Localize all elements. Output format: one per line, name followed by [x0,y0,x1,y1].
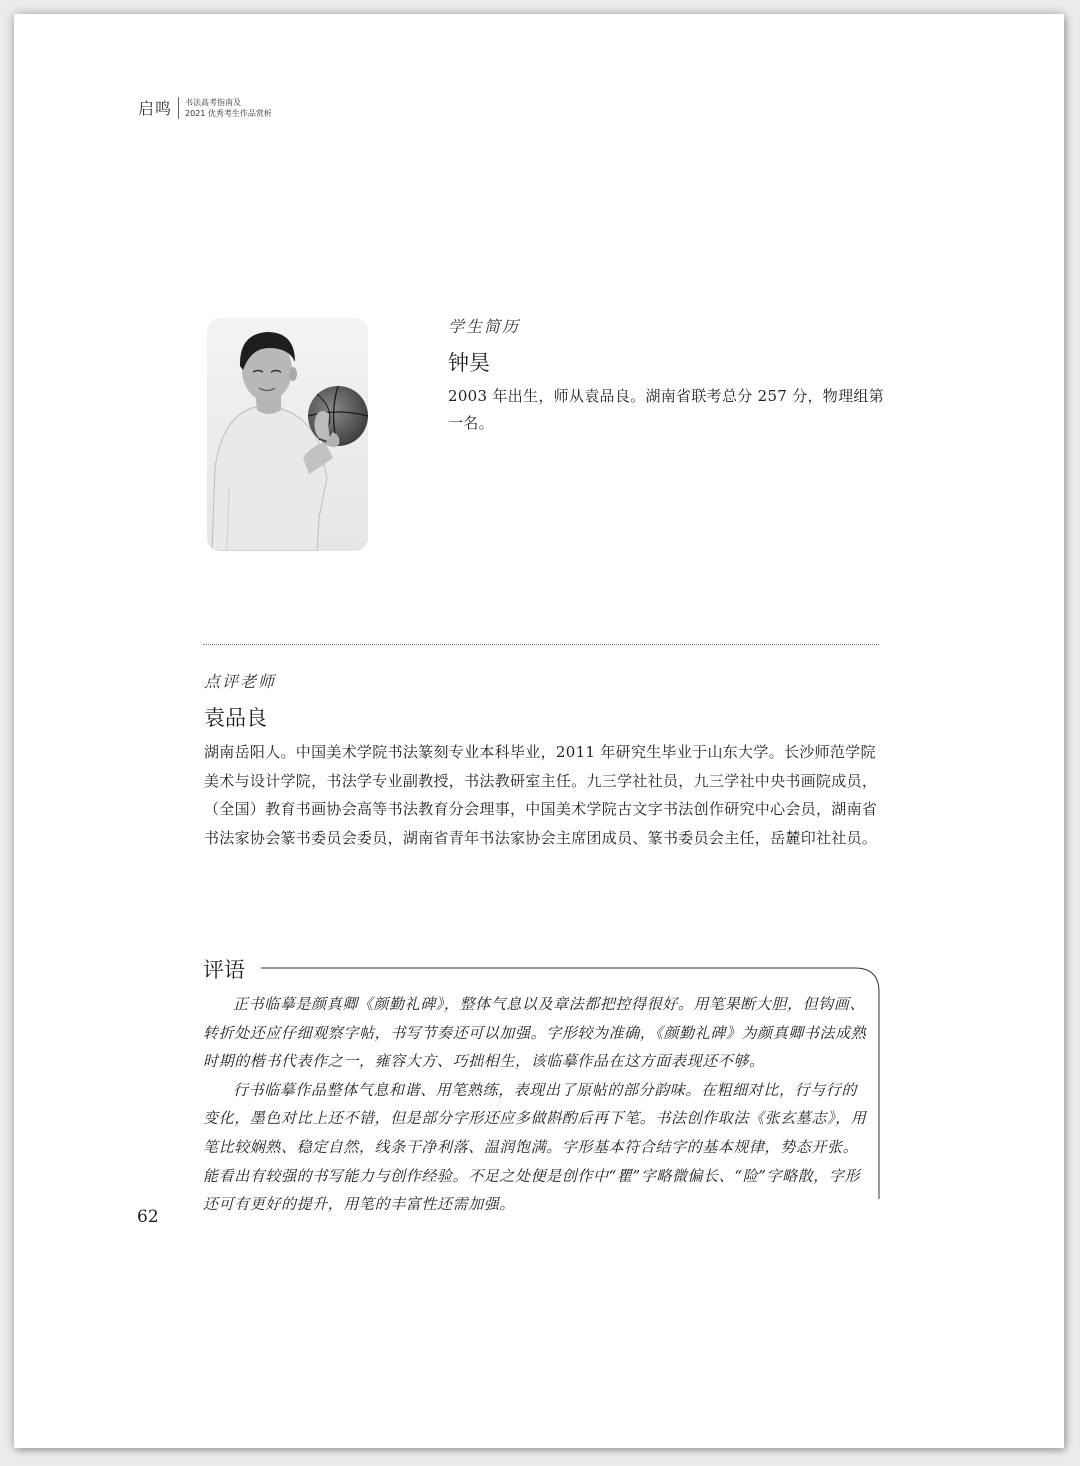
student-section-label: 学生简历 [448,317,521,336]
student-profile [448,314,888,437]
teacher-bio: 湖南岳阳人。中国美术学院书法篆刻专业本科毕业，2011 年研究生毕业于山东大学。长沙师范学院美术与设计学院，书法学专业副教授，书法教研室主任。九三学社社员，九三学社中央书画院成员，（全国）教育书画协会高等书法教育分会理事，中国美术学院古文字书法创作研究中心会员，湖南省书法家协会篆书委员会委员，湖南省青年书法家协会主席团成员、篆书委员会主任，岳麓印社社员。 [204,743,878,847]
header-brand: 启鸣 [138,99,173,118]
student-name: 钟昊 [448,351,490,375]
remarks-paragraph: 正书临摹是颜真卿《颜勤礼碑》，整体气息以及章法都把控得很好。用笔果断大胆，但钩画、转折处还应仔细观察字帖，书写节奏还可以加强。字形较为准确，《颜勤礼碑》为颜真卿书法成熟时期的楷书代表作之一，雍容大方、巧拙相生，该临摹作品在这方面表现还不够。 [203,995,867,1071]
remarks-paragraph: 行书临摹作品整体气息和谐、用笔熟练，表现出了原帖的部分韵味。在粗细对比，行与行的变化，墨色对比上还不错，但是部分字形还应多做斟酌后再下笔。书法创作取法《张玄墓志》，用笔比较娴熟、稳定自然，线条干净利落、温润饱满。字形基本符合结字的基本规律，势态开张。能看出有较强的书写能力与创作经验。不足之处便是创作中“瞿”字略微偏长、“险”字略散，字形还可有更好的提升，用笔的丰富性还需加强。 [203,1080,867,1214]
header-divider [178,97,179,119]
teacher-profile [204,669,884,852]
remarks-title: 评语 [203,954,249,984]
book-page [14,14,1064,1448]
student-photo [207,318,368,551]
header-subtitle-line2: 2021 优秀考生作品赏析 [185,108,272,118]
teacher-section-label: 点评老师 [204,672,277,691]
remarks-body [203,990,869,1219]
page-number: 62 [137,1207,159,1227]
student-bio: 2003 年出生，师从袁品良。湖南省联考总分 257 分，物理组第一名。 [448,387,885,432]
header-subtitle [185,97,272,119]
teacher-name: 袁品良 [204,706,267,730]
running-header [138,96,272,119]
header-subtitle-line1: 书法高考指南及 [185,97,242,107]
student-portrait-illustration [207,318,368,551]
section-divider [203,644,879,645]
